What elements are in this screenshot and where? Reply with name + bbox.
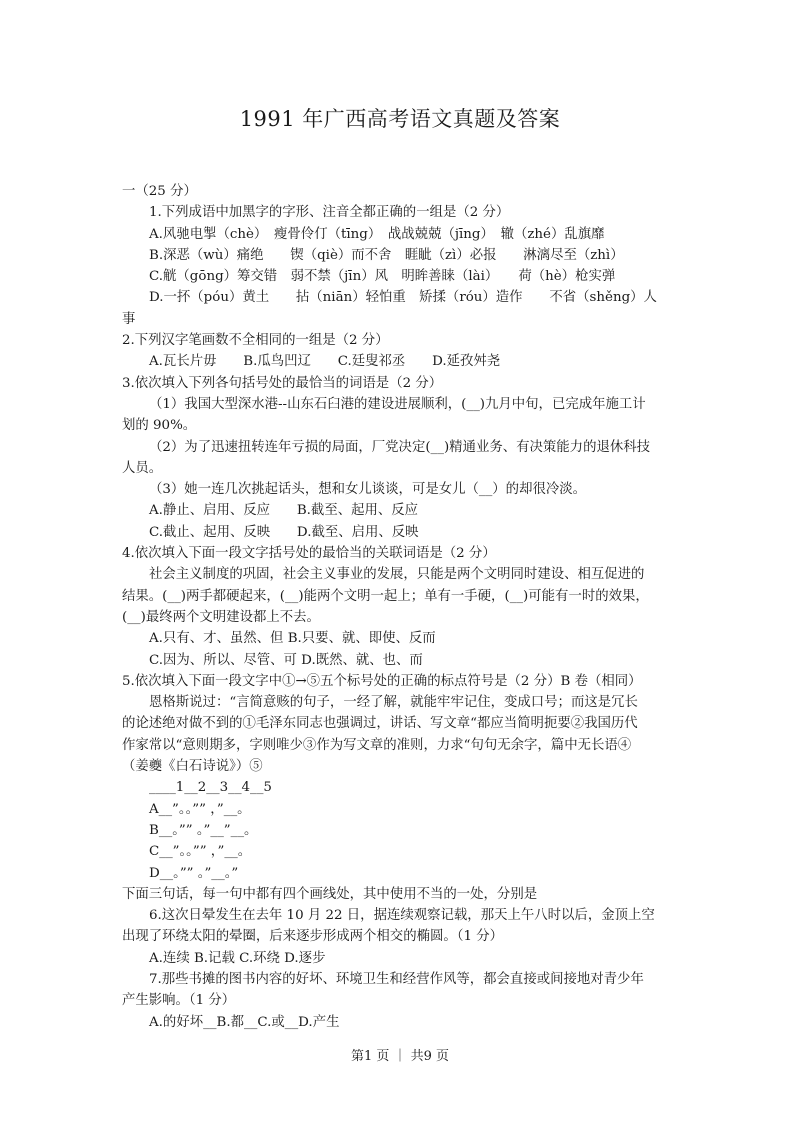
text-line: 一（25 分）: [122, 184, 197, 199]
text-line: （1）我国大型深水港--山东石臼港的建设进展顺利，(__)九月中旬，已完成年施工计: [149, 396, 646, 412]
text-line: A.风驰电掣（chè） 瘦骨伶仃（tīng） 战战兢兢（jīng） 辙（zhé）乱旗靡: [149, 226, 605, 242]
text-line: (__)最终两个文明建设都上不去。: [122, 609, 320, 625]
text-line: 出现了环绕太阳的晕圈，后来逐步形成两个相交的椭圆。（1 分）: [122, 929, 504, 945]
text-line: 结果。(__)两手都硬起来，(__)能两个文明一起上；单有一手硬，(__)可能有一时的效果，: [122, 588, 649, 604]
text-line: 5.依次填入下面一段文字中①→⑤五个标号处的正确的标点符号是（2 分）B 卷（相同）: [122, 673, 642, 689]
text-line: （3）她一连几次挑起话头，想和女儿谈谈，可是女儿（__）的却很冷淡。: [149, 482, 587, 498]
text-line: 事: [122, 311, 136, 327]
text-line: A.静止、启用、反应 B.截至、起用、反应: [149, 503, 419, 519]
text-line: 社会主义制度的巩固，社会主义事业的发展，只能是两个文明同时建设、相互促进的: [149, 567, 645, 583]
text-line: （2）为了迅速扭转连年亏损的局面，厂党决定(__)精通业务、有决策能力的退休科技: [149, 439, 651, 455]
text-line: D__。”” 。”__。”: [149, 865, 239, 881]
text-line: A.连续 B.记载 C.环绕 D.逐步: [149, 950, 326, 966]
text-line: A.瓦长片毋 B.瓜鸟凹辽 C.廷叟祁丞 D.延孜舛尧: [149, 354, 501, 370]
text-line: 划的 90%。: [122, 418, 197, 434]
text-line: A.只有、才、虽然、但 B.只要、就、即使、反而: [149, 631, 436, 647]
text-line: 恩格斯说过：“言简意赅的句子，一经了解，就能牢牢记住，变成口号；而这是冗长: [149, 695, 638, 711]
text-line: C.因为、所以、尽管、可 D.既然、就、也、而: [149, 652, 423, 668]
text-line: 作家常以“意则期多，字则唯少③作为写文章的准则，力求“句句无余字，篇中无长语④: [122, 737, 632, 753]
text-line: ____1__2__3__4__5: [149, 780, 272, 796]
text-line: 3.依次填入下列各句括号处的最恰当的词语是（2 分）: [122, 375, 443, 391]
text-line: 2.下列汉字笔画数不全相同的一组是（2 分）: [122, 333, 389, 349]
text-line: 人员。: [122, 460, 163, 476]
text-line: C.截止、起用、反映 D.截至、启用、反映: [149, 524, 419, 540]
text-line: 产生影响。（1 分）: [122, 993, 236, 1009]
text-line: B__。”” 。”__”__。: [149, 822, 258, 838]
text-line: 1.下列成语中加黑字的字形、注音全都正确的一组是（2 分）: [149, 205, 510, 221]
text-line: A.的好坏__B.都__C.或__D.产生: [149, 1014, 340, 1030]
page-footer: 第1 页 ｜ 共9 页: [350, 1049, 450, 1064]
text-line: B.深恶（wù）痛绝 锲（qiè）而不舍 睚眦（zì）必报 淋漓尽至（zhì）: [149, 247, 624, 263]
text-line: 7.那些书摊的图书内容的好坏、环境卫生和经营作风等，都会直接或间接地对青少年: [149, 971, 644, 987]
document-body: [122, 181, 682, 1033]
text-line: 6.这次日晕发生在去年 10 月 22 日，据连续观察记载，那天上午八时以后，金顶上空: [149, 908, 655, 924]
document-title: 1991 年广西高考语文真题及答案: [239, 107, 561, 131]
text-line: 下面三句话，每一句中都有四个画线处，其中使用不当的一处，分别是: [122, 886, 538, 902]
text-line: D.一抔（póu）黄土 拈（niān）轻怕重 矫揉（róu）造作 不省（shěng）人: [149, 290, 657, 306]
text-line: A__”。。”” ，”__。: [149, 801, 251, 817]
text-line: C.觥（gōng）筹交错 弱不禁（jīn）风 明眸善睐（lài） 荷（hè）枪实弹: [149, 269, 616, 285]
text-line: （姜夔《白石诗说》）⑤: [122, 759, 263, 775]
text-line: 的论述绝对做不到的①毛泽东同志也强调过，讲话、写文章“都应当简明扼要②我国历代: [122, 716, 638, 732]
text-line: 4.依次填入下面一段文字括号处的最恰当的关联词语是（2 分）: [122, 546, 496, 562]
text-line: C__”。。”” ，”__。: [149, 844, 252, 860]
